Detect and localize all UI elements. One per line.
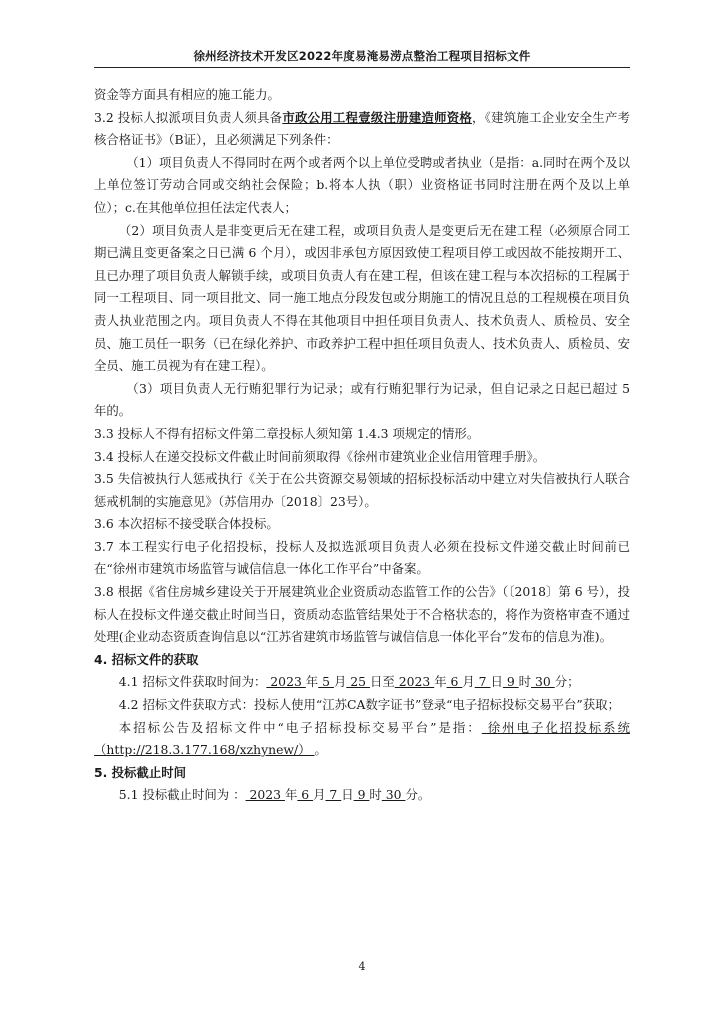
paragraph: 3.3 投标人不得有招标文件第二章投标人须知第 1.4.3 项规定的情形。: [94, 425, 480, 441]
paragraph: 3.6 本次招标不接受联合体投标。: [94, 516, 279, 532]
paragraph: （3）项目负责人无行贿犯罪行为记录；或有行贿犯罪行为记录，但自记录之日起已超过 5 年的。: [94, 380, 630, 419]
date-value: 5: [318, 674, 334, 690]
text: 本招标公告及招标文件中“电子招标投标交易平台”是指：: [118, 719, 482, 735]
date-value: 9: [353, 787, 370, 803]
paragraph: 3.7 本工程实行电子化招投标，投标人及拟选派项目负责人必须在投标文件递交截止时间前已在“徐州市建筑市场监管与诚信信息一体化工作平台”中备案。: [94, 538, 630, 577]
paragraph: 4.2 招标文件获取方式：投标人使用“江苏CA数字证书”登录“电子招标投标交易平台”获取；: [118, 697, 620, 713]
date-value: 30: [531, 674, 555, 690]
date-value: 9: [502, 674, 519, 690]
date-value: 2023: [245, 787, 285, 803]
text: 。: [314, 742, 327, 758]
paragraph: 3.4 投标人在递交投标文件截止时间前须取得《徐州市建筑业企业信用管理手册》。: [94, 448, 546, 464]
paragraph: [94, 717, 630, 762]
text: 年: [434, 674, 447, 690]
paragraph: 3.8 根据《省住房城乡建设关于开展建筑业企业资质动态监管工作的公告》（〔2018〕第 6 号），投标人在投标文件递交截止时间当日，资质动态监管结果处于不合格状态的，将作为资格审查不通过处理(企业动态资质查询信息以“江苏省建筑市场监管与诚信信息一体化平台”发布的信息为准)。: [94, 584, 630, 645]
text: 月: [462, 674, 475, 690]
text: 年: [284, 787, 298, 803]
document-header: 徐州经济技术开发区2022年度易淹易涝点整治工程项目招标文件: [193, 49, 531, 63]
document-body: [94, 84, 630, 807]
text: 时: [369, 787, 382, 803]
platform-link: 徐州电子化招投标系统 （http://218.3.177.168/xzhynew/）: [94, 719, 630, 758]
date-value: 6: [446, 674, 463, 690]
text: ，《建筑施工企业安全生产考核合格证书》（B证），且必须满足下列条件：: [94, 109, 630, 148]
text: 月: [313, 787, 326, 803]
section-heading: 5. 投标截止时间: [94, 764, 186, 780]
paragraph: [94, 784, 630, 807]
text: 月: [333, 674, 347, 690]
section-heading: 4. 招标文件的获取: [94, 651, 199, 667]
text: 5.1 投标截止时间为 ：: [118, 787, 246, 803]
text: 时: [518, 674, 532, 690]
paragraph: （1）项目负责人不得同时在两个或者两个以上单位受聘或者执业（是指：a.同时在两个及以上单位签订劳动合同或交纳社会保险；b.将本人执（职）业资格证书同时注册在两个及以上单位）；c.在其他单位担任法定代表人；: [94, 154, 630, 215]
date-value: 7: [325, 787, 342, 803]
date-value: 2023: [394, 674, 435, 690]
text: 日至: [369, 674, 395, 690]
qualification-highlight: 市政公用工程壹级注册建造师资格: [282, 109, 473, 125]
text: 日: [490, 674, 503, 690]
date-value: 2023: [266, 674, 306, 690]
paragraph: 资金等方面具有相应的施工能力。: [94, 87, 280, 102]
header-rule: [94, 67, 630, 68]
text: 分。: [405, 787, 431, 803]
paragraph: [94, 107, 630, 152]
date-value: 25: [346, 674, 370, 690]
text: 年: [305, 674, 319, 690]
paragraph: [94, 671, 630, 694]
date-value: 7: [474, 674, 491, 690]
paragraph: （2）项目负责人是非变更后无在建工程，或项目负责人是变更后无在建工程（必须原合同工期已满且变更备案之日已满 6 个月），或因非承包方原因致使工程项目停工或因故不能按期开工、且已办理了项目负责人解锁手续，或项目负责人有在建工程，但该在建工程与本次招标的工程属于同一工程项目、同一项目批文、同一施工地点分段发包或分期施工的情况且总的工程规模在项目负责人执业范围之内。项目负责人不得在其他项目中担任项目负责人、技术负责人、质检员、安全员、施工员任一职务（已在绿化养护、市政养护工程中担任项目负责人、技术负责人、质检员、安全员、施工员视为有在建工程）。: [94, 222, 630, 374]
date-value: 6: [297, 787, 314, 803]
date-value: 30: [381, 787, 406, 803]
text: 4.1 招标文件获取时间为：: [118, 674, 267, 690]
text: 3.2 投标人拟派项目负责人须具备: [94, 109, 283, 125]
text: 日: [341, 787, 354, 803]
text: 分；: [554, 674, 580, 690]
paragraph: 3.5 失信被执行人惩戒执行《关于在公共资源交易领域的招标投标活动中建立对失信被执行人联合惩戒机制的实施意见》（苏信用办〔2018〕23号）。: [94, 471, 630, 509]
page-number: 4: [358, 960, 366, 973]
